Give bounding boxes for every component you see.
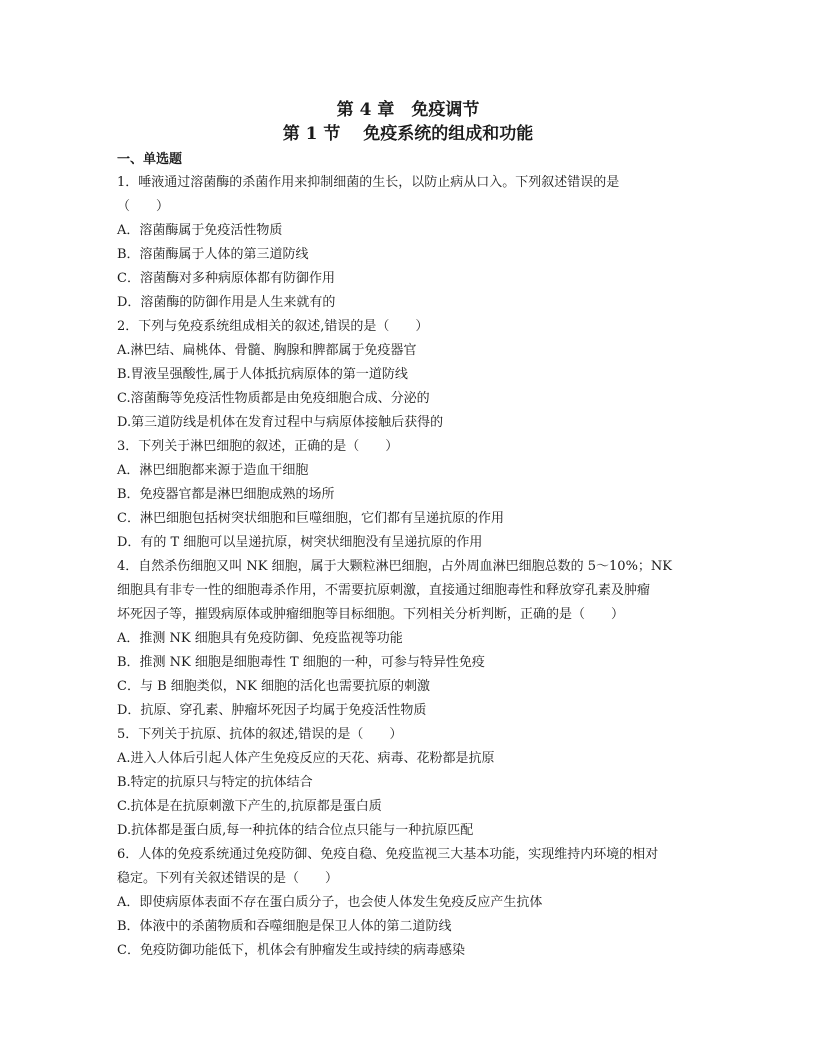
answer-option: C．淋巴细胞包括树突状细胞和巨噬细胞，它们都有呈递抗原的作用 [117, 511, 504, 526]
question-stem-line: 稳定。下列有关叙述错误的是（ ） [117, 871, 339, 886]
answer-option: D．抗原、穿孔素、肿瘤坏死因子均属于免疫活性物质 [117, 703, 427, 718]
answer-option: D．有的 T 细胞可以呈递抗原，树突状细胞没有呈递抗原的作用 [117, 535, 483, 550]
answer-option: A．溶菌酶属于免疫活性物质 [117, 223, 283, 238]
answer-option: B．推测 NK 细胞是细胞毒性 T 细胞的一种，可参与特异性免疫 [117, 655, 485, 670]
question-stem-line: 3．下列关于淋巴细胞的叙述，正确的是（ ） [117, 439, 399, 454]
answer-option: D.抗体都是蛋白质,每一种抗体的结合位点只能与一种抗原匹配 [117, 823, 474, 838]
question-stem-line: 6．人体的免疫系统通过免疫防御、免疫自稳、免疫监视三大基本功能，实现维持内环境的相对 [117, 847, 659, 862]
answer-option: A．推测 NK 细胞具有免疫防御、免疫监视等功能 [117, 631, 403, 646]
part-heading: 一、单选题 [117, 152, 183, 167]
question-stem [117, 435, 707, 459]
chapter-title: 第 4 章 免疫调节 [336, 100, 480, 120]
answer-option: C.抗体是在抗原刺激下产生的,抗原都是蛋白质 [117, 799, 382, 814]
answer-option: B．免疫器官都是淋巴细胞成熟的场所 [117, 487, 335, 502]
answer-option: D．溶菌酶的防御作用是人生来就有的 [117, 295, 336, 310]
question-2 [117, 315, 707, 435]
question-stem-line: 坏死因子等，摧毁病原体或肿瘤细胞等目标细胞。下列相关分析判断，正确的是（ ） [117, 607, 625, 622]
answer-option: A．即使病原体表面不存在蛋白质分子，也会使人体发生免疫反应产生抗体 [117, 895, 543, 910]
section-title: 第 1 节 免疫系统的组成和功能 [282, 124, 534, 144]
answer-option: B．溶菌酶属于人体的第三道防线 [117, 247, 309, 262]
answer-option: C.溶菌酶等免疫活性物质都是由免疫细胞合成、分泌的 [117, 391, 430, 406]
answer-option: C．与 B 细胞类似，NK 细胞的活化也需要抗原的刺激 [117, 679, 430, 694]
question-stem-line: 5．下列关于抗原、抗体的叙述,错误的是（ ） [117, 727, 403, 742]
answer-option: B．体液中的杀菌物质和吞噬细胞是保卫人体的第二道防线 [117, 919, 452, 934]
answer-option: A.进入人体后引起人体产生免疫反应的天花、病毒、花粉都是抗原 [117, 751, 495, 766]
answer-option: A.淋巴结、扁桃体、骨髓、胸腺和脾都属于免疫器官 [117, 343, 417, 358]
question-5 [117, 723, 707, 843]
answer-option: A．淋巴细胞都来源于造血干细胞 [117, 463, 309, 478]
answer-option: B.胃液呈强酸性,属于人体抵抗病原体的第一道防线 [117, 367, 408, 382]
question-stem-line: 细胞具有非专一性的细胞毒杀作用，不需要抗原刺激，直接通过细胞毒性和释放穿孔素及肿瘤 [117, 583, 651, 598]
question-stem-line: 2．下列与免疫系统组成相关的叙述,错误的是（ ） [117, 319, 429, 334]
question-6 [117, 843, 707, 963]
question-stem [117, 843, 707, 891]
answer-option: D.第三道防线是机体在发育过程中与病原体接触后获得的 [117, 415, 444, 430]
questions-container [117, 171, 707, 963]
answer-option: C．溶菌酶对多种病原体都有防御作用 [117, 271, 335, 286]
question-stem-line: （ ） [117, 199, 170, 214]
question-3 [117, 435, 707, 555]
question-1 [117, 171, 707, 315]
question-4 [117, 555, 707, 723]
answer-option: B.特定的抗原只与特定的抗体结合 [117, 775, 313, 790]
question-stem-line: 4．自然杀伤细胞又叫 NK 细胞，属于大颗粒淋巴细胞，占外周血淋巴细胞总数的 5～10%；NK [117, 559, 673, 574]
question-stem-line: 1．唾液通过溶菌酶的杀菌作用来抑制细菌的生长，以防止病从口入。下列叙述错误的是 [117, 175, 620, 190]
question-stem [117, 171, 707, 219]
question-stem [117, 555, 707, 627]
answer-option: C．免疫防御功能低下，机体会有肿瘤发生或持续的病毒感染 [117, 943, 465, 958]
question-stem [117, 315, 707, 339]
question-stem [117, 723, 707, 747]
question-list [117, 149, 707, 963]
